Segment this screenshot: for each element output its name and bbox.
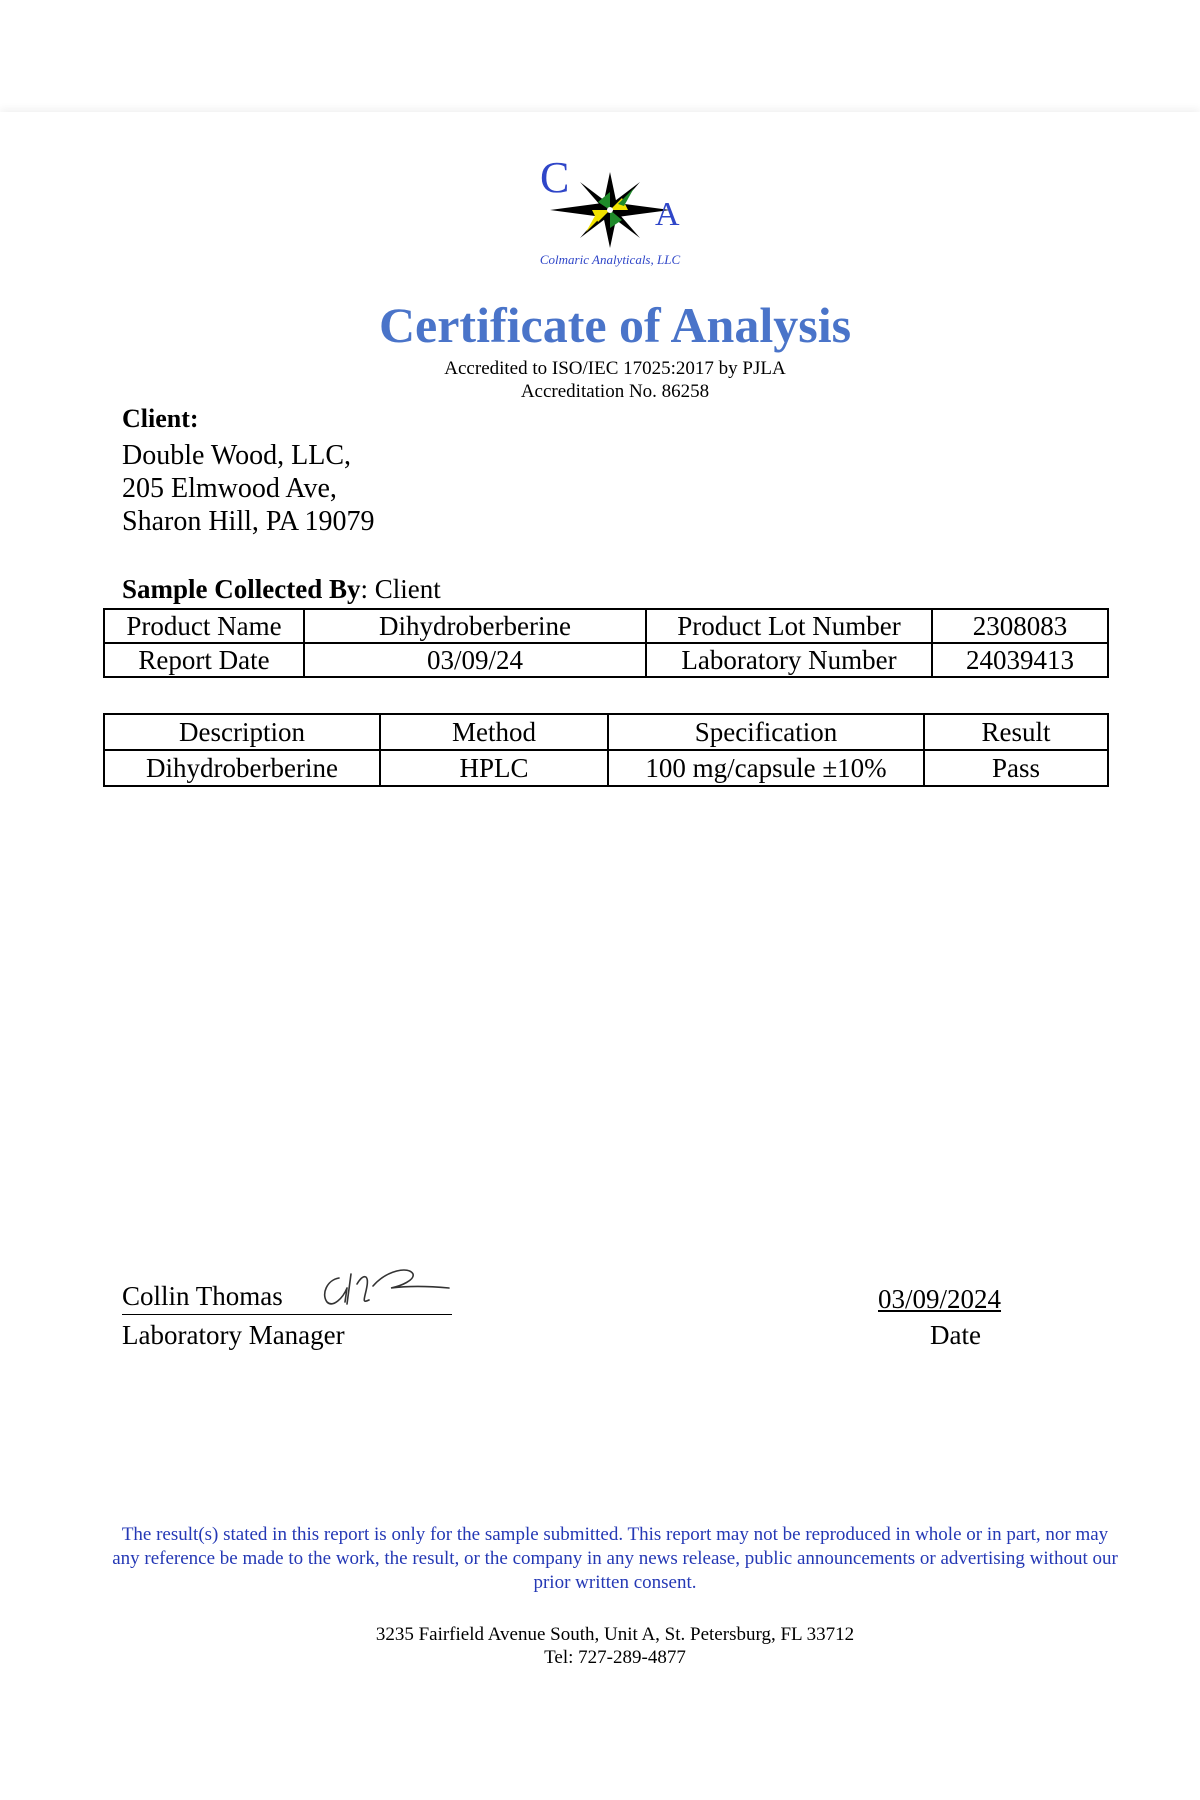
table-row	[104, 609, 1108, 643]
accreditation-number: Accreditation No. 86258	[520, 381, 710, 402]
company-logo	[510, 153, 710, 278]
lab-phone: Tel: 727-289-4877	[544, 1647, 686, 1668]
client-name: Double Wood, LLC,	[122, 440, 351, 471]
product-info-table	[103, 608, 1109, 678]
lab-address: 3235 Fairfield Avenue South, Unit A, St. Petersburg, FL 33712	[375, 1624, 855, 1645]
logo-letter-a: A	[655, 196, 680, 233]
sample-collected-value: : Client	[360, 574, 441, 604]
table-row	[104, 750, 1108, 786]
signature-line	[122, 1264, 452, 1315]
header-description: Description	[104, 714, 380, 750]
header-method: Method	[380, 714, 608, 750]
result-specification: 100 mg/capsule ±10%	[608, 750, 924, 786]
logo-letter-c: C	[540, 153, 570, 202]
signer-name: Collin Thomas	[122, 1281, 283, 1311]
accreditation-statement: Accredited to ISO/IEC 17025:2017 by PJLA	[444, 358, 786, 379]
report-date-value: 03/09/24	[304, 643, 646, 677]
product-name-value: Dihydroberberine	[304, 609, 646, 643]
client-label: Client:	[122, 404, 199, 433]
signer-title: Laboratory Manager	[122, 1320, 345, 1350]
handwritten-signature	[317, 1264, 452, 1312]
table-row	[104, 643, 1108, 677]
date-label: Date	[930, 1320, 981, 1350]
client-city: Sharon Hill, PA 19079	[122, 506, 375, 537]
document-title: Certificate of Analysis	[378, 297, 852, 353]
result-method: HPLC	[380, 750, 608, 786]
lab-number-label: Laboratory Number	[646, 643, 932, 677]
signature-date: 03/09/2024	[878, 1284, 1002, 1314]
table-header-row	[104, 714, 1108, 750]
product-lot-value: 2308083	[932, 609, 1108, 643]
product-lot-label: Product Lot Number	[646, 609, 932, 643]
lab-number-value: 24039413	[932, 643, 1108, 677]
compass-star-icon	[510, 158, 710, 258]
sample-collected-label: Sample Collected By	[122, 574, 361, 604]
client-street: 205 Elmwood Ave,	[122, 473, 337, 504]
page-bottom-margin	[0, 1684, 1200, 1800]
result-value: Pass	[924, 750, 1108, 786]
result-description: Dihydroberberine	[104, 750, 380, 786]
page-top-margin	[0, 0, 1200, 112]
sample-collected-by	[122, 574, 441, 605]
legal-disclaimer: The result(s) stated in this report is only for the sample submitted. This report may not be reproduced in whole or in part, nor may any reference be made to the work, the result, or the company in any news release, public announcements or advertising without our prior written consent.	[112, 1524, 1118, 1593]
product-name-label: Product Name	[104, 609, 304, 643]
results-table	[103, 713, 1109, 787]
header-result: Result	[924, 714, 1108, 750]
logo-company-name: Colmaric Analyticals, LLC	[539, 252, 681, 267]
header-specification: Specification	[608, 714, 924, 750]
report-date-label: Report Date	[104, 643, 304, 677]
